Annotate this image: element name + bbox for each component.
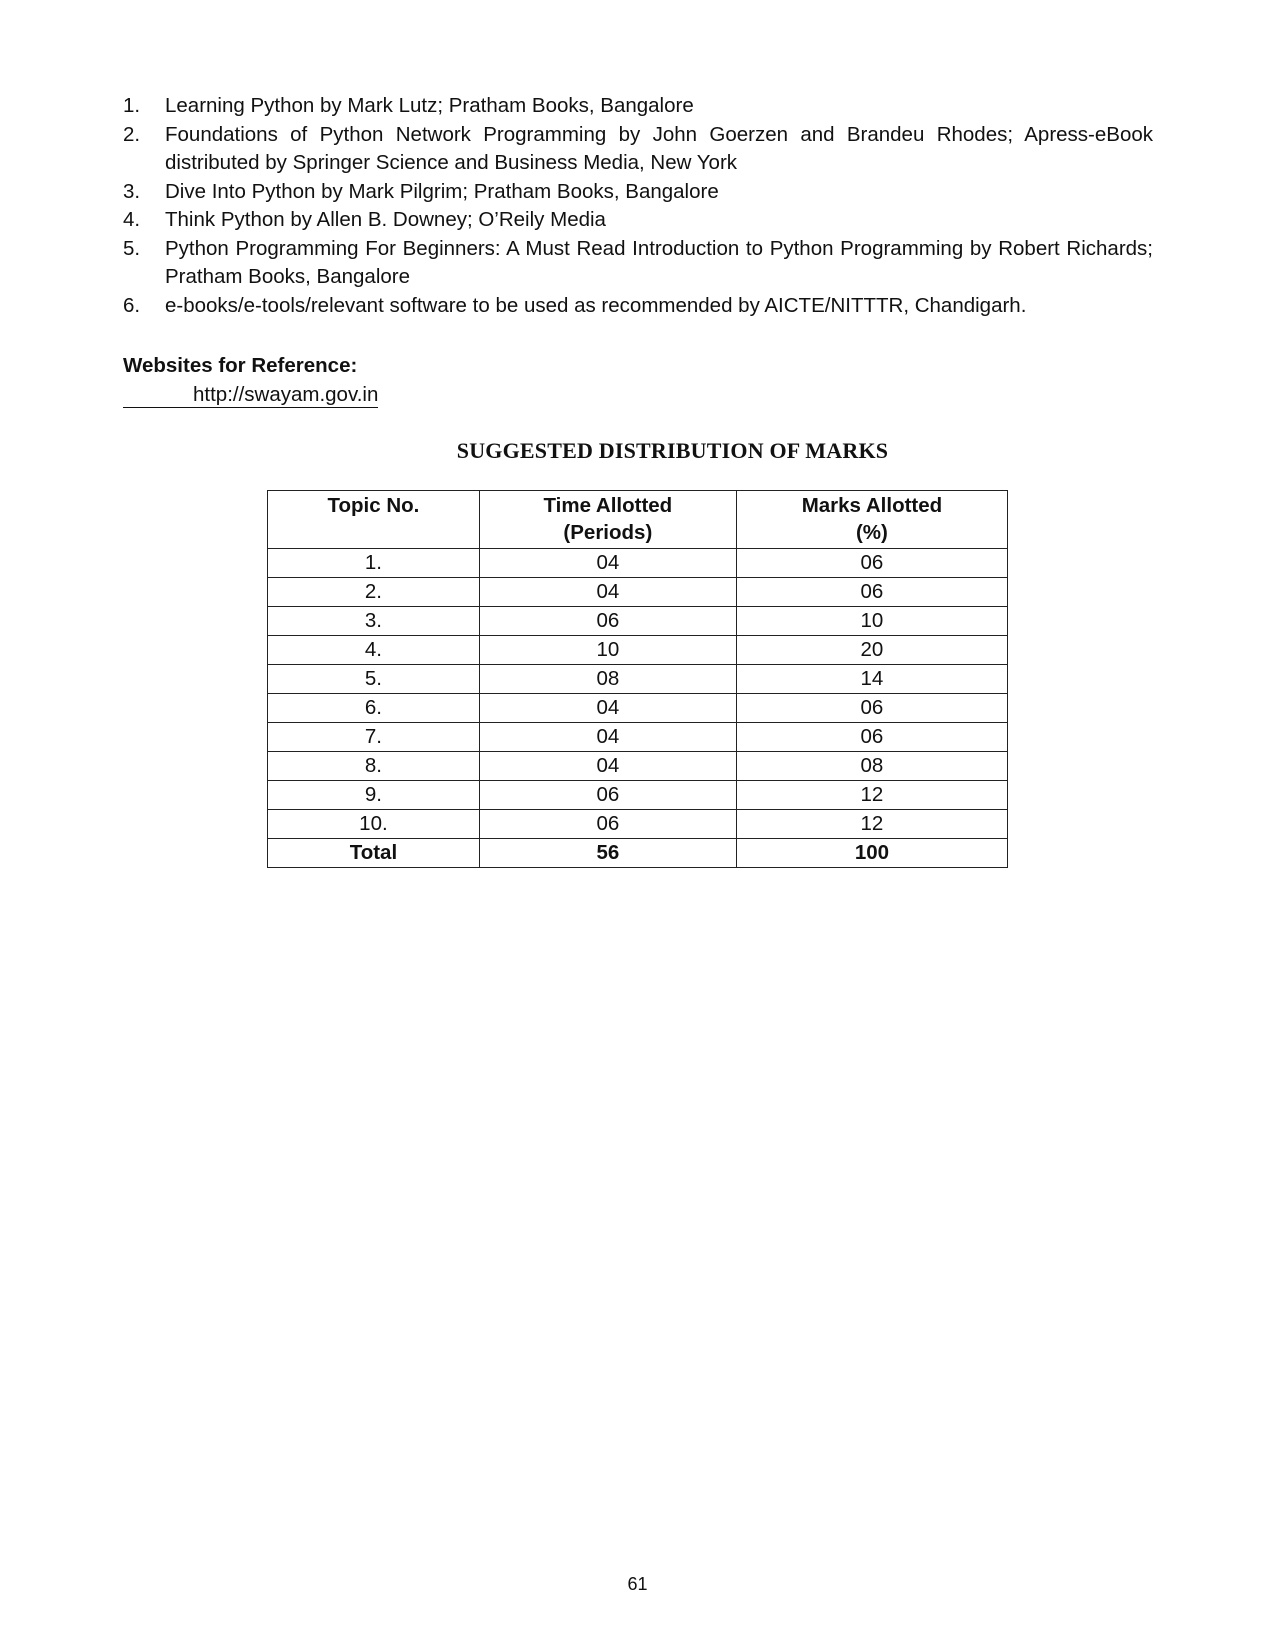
cell-total-label: Total	[268, 839, 480, 868]
cell-time: 04	[479, 752, 736, 781]
reference-item	[123, 92, 1153, 121]
table-row	[268, 665, 1008, 694]
reference-number: 2.	[123, 122, 141, 146]
table-row	[268, 549, 1008, 578]
cell-time: 04	[479, 549, 736, 578]
cell-topic: 2.	[268, 578, 480, 607]
cell-topic: 9.	[268, 781, 480, 810]
reference-number: 6.	[123, 293, 141, 317]
header-topic-no	[268, 491, 480, 549]
header-time-label: Time Allotted	[543, 494, 673, 517]
cell-marks: 20	[736, 636, 1007, 665]
cell-time: 06	[479, 781, 736, 810]
header-topic-label: Topic No.	[327, 494, 420, 517]
swayam-link[interactable]: http://swayam.gov.in	[123, 383, 378, 408]
cell-marks: 12	[736, 781, 1007, 810]
distribution-title: SUGGESTED DISTRIBUTION OF MARKS	[456, 438, 889, 463]
header-marks-allotted	[736, 491, 1007, 549]
cell-topic: 1.	[268, 549, 480, 578]
cell-time: 06	[479, 810, 736, 839]
reference-number: 3.	[123, 179, 141, 203]
reference-text: Dive Into Python by Mark Pilgrim; Pratham Books, Bangalore	[165, 179, 719, 203]
cell-time: 06	[479, 607, 736, 636]
cell-marks: 06	[736, 578, 1007, 607]
table-row	[268, 578, 1008, 607]
reference-list	[123, 92, 1153, 320]
cell-time: 04	[479, 578, 736, 607]
reference-item	[123, 292, 1153, 321]
table-row	[268, 636, 1008, 665]
reference-item	[123, 206, 1153, 235]
reference-item	[123, 121, 1153, 178]
cell-marks: 08	[736, 752, 1007, 781]
header-marks-unit: (%)	[855, 521, 888, 544]
table-row	[268, 810, 1008, 839]
cell-marks: 10	[736, 607, 1007, 636]
cell-marks: 06	[736, 723, 1007, 752]
table-row	[268, 781, 1008, 810]
cell-time: 08	[479, 665, 736, 694]
websites-section	[123, 352, 378, 409]
cell-marks: 14	[736, 665, 1007, 694]
cell-topic: 10.	[268, 810, 480, 839]
header-marks-label: Marks Allotted	[801, 494, 943, 517]
page-number: 61	[627, 1574, 648, 1594]
table-total-row	[268, 839, 1008, 868]
cell-time: 04	[479, 723, 736, 752]
reference-number: 4.	[123, 208, 141, 231]
cell-time: 04	[479, 694, 736, 723]
cell-topic: 3.	[268, 607, 480, 636]
reference-text: e-books/e-tools/relevant software to be used as recommended by AICTE/NITTTR, Chandigarh.	[165, 293, 1027, 317]
reference-text: Think Python by Allen B. Downey; O’Reily Media	[165, 208, 606, 231]
reference-item	[123, 178, 1153, 207]
websites-heading: Websites for Reference:	[123, 354, 358, 377]
table-row	[268, 723, 1008, 752]
reference-text: Foundations of Python Network Programming by John Goerzen and Brandeu Rhodes; Apress-eBook distributed by Springer Science and Business Media, New York	[165, 122, 1153, 174]
table-row	[268, 694, 1008, 723]
table-row	[268, 752, 1008, 781]
header-time-allotted	[479, 491, 736, 549]
reference-text: Python Programming For Beginners: A Must Read Introduction to Python Programming by Robert Richards; Pratham Books, Bangalore	[165, 236, 1153, 288]
reference-text: Learning Python by Mark Lutz; Pratham Books, Bangalore	[165, 94, 694, 117]
cell-total-time: 56	[479, 839, 736, 868]
reference-number: 5.	[123, 236, 141, 260]
cell-topic: 7.	[268, 723, 480, 752]
reference-item	[123, 235, 1153, 292]
cell-marks: 06	[736, 694, 1007, 723]
reference-number: 1.	[123, 94, 141, 117]
cell-topic: 8.	[268, 752, 480, 781]
cell-topic: 6.	[268, 694, 480, 723]
cell-time: 10	[479, 636, 736, 665]
cell-marks: 06	[736, 549, 1007, 578]
table-row	[268, 607, 1008, 636]
cell-topic: 4.	[268, 636, 480, 665]
table-header-row	[268, 491, 1008, 549]
header-time-unit: (Periods)	[563, 521, 653, 544]
cell-topic: 5.	[268, 665, 480, 694]
cell-total-marks: 100	[736, 839, 1007, 868]
marks-distribution-table	[267, 490, 1008, 868]
cell-marks: 12	[736, 810, 1007, 839]
